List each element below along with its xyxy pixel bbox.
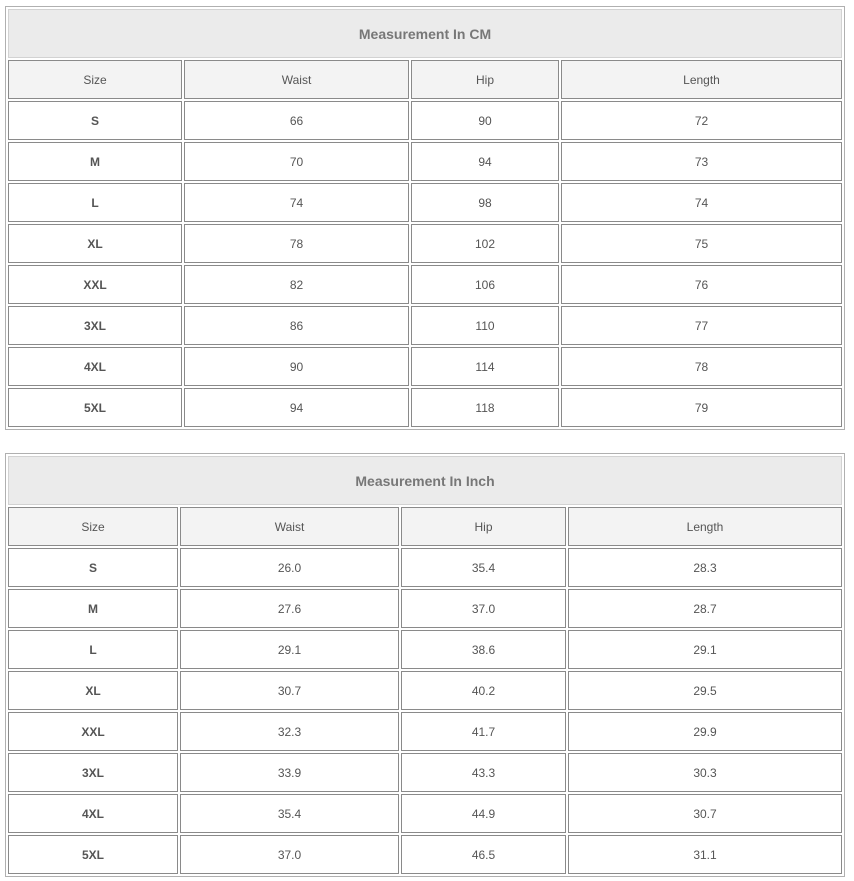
length-cell: 28.7: [568, 589, 842, 628]
table-row: [8, 265, 842, 304]
waist-cell: 70: [184, 142, 409, 181]
table-row: [8, 794, 842, 833]
waist-cell: 90: [184, 347, 409, 386]
size-cell: 4XL: [8, 347, 182, 386]
size-cell: 4XL: [8, 794, 178, 833]
waist-cell: 66: [184, 101, 409, 140]
column-header-hip: Hip: [411, 60, 559, 99]
hip-cell: 46.5: [401, 835, 566, 874]
hip-cell: 40.2: [401, 671, 566, 710]
length-cell: 29.5: [568, 671, 842, 710]
table-row: [8, 142, 842, 181]
size-table-cm: [5, 6, 845, 430]
header-row: [8, 60, 842, 99]
table-row: [8, 712, 842, 751]
length-cell: 77: [561, 306, 842, 345]
hip-cell: 38.6: [401, 630, 566, 669]
hip-cell: 94: [411, 142, 559, 181]
table-row: [8, 548, 842, 587]
size-cell: M: [8, 142, 182, 181]
waist-cell: 29.1: [180, 630, 399, 669]
size-cell: 3XL: [8, 306, 182, 345]
length-cell: 28.3: [568, 548, 842, 587]
size-cell: XL: [8, 671, 178, 710]
length-cell: 78: [561, 347, 842, 386]
waist-cell: 82: [184, 265, 409, 304]
size-cell: S: [8, 548, 178, 587]
waist-cell: 37.0: [180, 835, 399, 874]
hip-cell: 41.7: [401, 712, 566, 751]
size-table-inch: [5, 453, 845, 877]
size-cell: L: [8, 630, 178, 669]
table-row: [8, 183, 842, 222]
hip-cell: 35.4: [401, 548, 566, 587]
table-row: [8, 101, 842, 140]
header-row: [8, 507, 842, 546]
hip-cell: 44.9: [401, 794, 566, 833]
waist-cell: 74: [184, 183, 409, 222]
table-row: [8, 835, 842, 874]
column-header-hip: Hip: [401, 507, 566, 546]
column-header-waist: Waist: [184, 60, 409, 99]
table-row: [8, 224, 842, 263]
length-cell: 30.7: [568, 794, 842, 833]
length-cell: 76: [561, 265, 842, 304]
waist-cell: 94: [184, 388, 409, 427]
column-header-waist: Waist: [180, 507, 399, 546]
length-cell: 31.1: [568, 835, 842, 874]
hip-cell: 110: [411, 306, 559, 345]
hip-cell: 118: [411, 388, 559, 427]
size-cell: XL: [8, 224, 182, 263]
hip-cell: 114: [411, 347, 559, 386]
size-cell: L: [8, 183, 182, 222]
hip-cell: 98: [411, 183, 559, 222]
table-row: [8, 589, 842, 628]
size-cell: M: [8, 589, 178, 628]
table-title: Measurement In Inch: [8, 456, 842, 505]
table-row: [8, 388, 842, 427]
length-cell: 30.3: [568, 753, 842, 792]
table-row: [8, 306, 842, 345]
column-header-size: Size: [8, 60, 182, 99]
size-cell: XXL: [8, 265, 182, 304]
table-row: [8, 347, 842, 386]
waist-cell: 33.9: [180, 753, 399, 792]
waist-cell: 26.0: [180, 548, 399, 587]
hip-cell: 37.0: [401, 589, 566, 628]
length-cell: 29.9: [568, 712, 842, 751]
size-cell: 3XL: [8, 753, 178, 792]
table-title: Measurement In CM: [8, 9, 842, 58]
length-cell: 73: [561, 142, 842, 181]
table-row: [8, 630, 842, 669]
waist-cell: 78: [184, 224, 409, 263]
length-cell: 79: [561, 388, 842, 427]
waist-cell: 32.3: [180, 712, 399, 751]
size-cell: XXL: [8, 712, 178, 751]
length-cell: 29.1: [568, 630, 842, 669]
column-header-size: Size: [8, 507, 178, 546]
table-row: [8, 753, 842, 792]
hip-cell: 90: [411, 101, 559, 140]
column-header-length: Length: [568, 507, 842, 546]
size-cell: 5XL: [8, 835, 178, 874]
hip-cell: 102: [411, 224, 559, 263]
size-cell: 5XL: [8, 388, 182, 427]
waist-cell: 27.6: [180, 589, 399, 628]
hip-cell: 43.3: [401, 753, 566, 792]
waist-cell: 30.7: [180, 671, 399, 710]
length-cell: 74: [561, 183, 842, 222]
table-row: [8, 671, 842, 710]
size-cell: S: [8, 101, 182, 140]
hip-cell: 106: [411, 265, 559, 304]
length-cell: 72: [561, 101, 842, 140]
waist-cell: 86: [184, 306, 409, 345]
waist-cell: 35.4: [180, 794, 399, 833]
length-cell: 75: [561, 224, 842, 263]
column-header-length: Length: [561, 60, 842, 99]
